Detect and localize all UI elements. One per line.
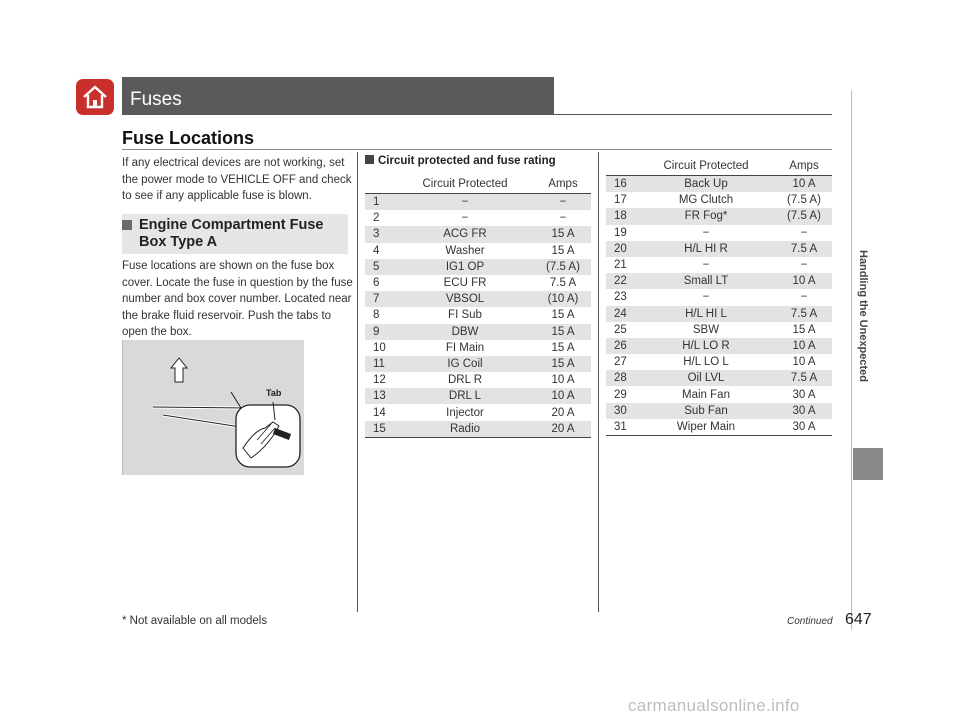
fuse-number-cell: 22 bbox=[606, 273, 636, 289]
fuse-number-cell: 12 bbox=[373, 374, 386, 387]
amps-cell: (7.5 A) bbox=[535, 259, 591, 275]
table-row bbox=[606, 370, 832, 386]
circuit-cell: FR Fog* bbox=[636, 208, 776, 224]
amps-cell: 15 A bbox=[535, 356, 591, 372]
circuit-cell: Sub Fan bbox=[636, 403, 776, 419]
fuse-number-cell: 24 bbox=[606, 306, 636, 322]
amps-cell: 30 A bbox=[792, 388, 816, 401]
fuse-number-cell: 19 bbox=[614, 226, 627, 239]
fuse-box-illustration bbox=[122, 340, 304, 475]
fuse-number-cell: 14 bbox=[373, 406, 386, 419]
amps-cell: 15 A bbox=[551, 341, 575, 354]
col-circuit-header: Circuit Protected bbox=[636, 157, 776, 176]
amps-cell: 7.5 A bbox=[776, 306, 832, 322]
circuit-cell: Injector bbox=[446, 406, 484, 419]
fuse-number-cell: 9 bbox=[365, 324, 395, 340]
circuit-cell: Main Fan bbox=[682, 388, 730, 401]
fuse-number-cell: 4 bbox=[373, 244, 380, 257]
subheading bbox=[139, 217, 324, 251]
fuse-number-cell: 8 bbox=[373, 309, 380, 322]
subheading-line1: Engine Compartment Fuse bbox=[139, 217, 324, 233]
amps-cell: 20 A bbox=[551, 406, 575, 419]
table-row bbox=[606, 354, 832, 370]
table-row bbox=[606, 241, 832, 257]
col-num-header bbox=[606, 157, 636, 176]
table-row bbox=[606, 225, 832, 241]
col-amps-header: Amps bbox=[535, 175, 591, 194]
table-row bbox=[365, 340, 591, 356]
square-bullet-icon bbox=[122, 220, 132, 230]
intro-paragraph: If any electrical devices are not working, set the power mode to VEHICLE OFF and check to see if any applicable fuse is blown. bbox=[122, 157, 352, 202]
title-bar bbox=[122, 77, 554, 114]
amps-cell: 7.5 A bbox=[776, 241, 832, 257]
side-divider bbox=[851, 90, 852, 630]
table-row bbox=[606, 419, 832, 436]
amps-cell: 7.5 A bbox=[776, 370, 832, 386]
tab-label: Tab bbox=[266, 388, 282, 398]
circuit-cell: IG1 OP bbox=[395, 259, 535, 275]
circuit-cell: − bbox=[395, 194, 535, 211]
amps-cell: 10 A bbox=[551, 374, 575, 387]
fuse-number-cell: 3 bbox=[365, 226, 395, 242]
amps-cell: 7.5 A bbox=[549, 277, 577, 290]
circuit-cell: − bbox=[702, 259, 710, 272]
fuse-number-cell: 11 bbox=[365, 356, 395, 372]
fuse-number-cell: 7 bbox=[365, 291, 395, 307]
table-row bbox=[365, 243, 591, 259]
table-row bbox=[606, 338, 832, 354]
circuit-cell: H/L HI R bbox=[636, 241, 776, 257]
fuse-number-cell: 17 bbox=[614, 194, 627, 207]
circuit-cell: H/L LO L bbox=[683, 356, 729, 369]
amps-cell: − bbox=[800, 226, 808, 239]
circuit-cell: ECU FR bbox=[443, 277, 487, 290]
fuse-number-cell: 1 bbox=[365, 194, 395, 211]
circuit-cell: − bbox=[461, 212, 469, 225]
amps-cell: − bbox=[559, 212, 567, 225]
circuit-cell: Back Up bbox=[636, 176, 776, 193]
amps-cell: 10 A bbox=[792, 356, 816, 369]
description-paragraph: Fuse locations are shown on the fuse box cover. Locate the fuse in question by the fuse number and box cover number. Located near the brake fluid reservoir. Push the tabs to open the box. bbox=[122, 260, 353, 338]
circuit-cell: Radio bbox=[395, 421, 535, 438]
fuse-number-cell: 29 bbox=[614, 388, 627, 401]
circuit-cell: DRL R bbox=[447, 374, 483, 387]
amps-cell: 15 A bbox=[535, 324, 591, 340]
page-title: Fuses bbox=[130, 89, 182, 110]
circuit-cell: Washer bbox=[445, 244, 485, 257]
circuit-cell: DRL L bbox=[395, 388, 535, 404]
col-num-header bbox=[365, 175, 395, 194]
subheading-box bbox=[122, 214, 348, 254]
table-row bbox=[606, 176, 832, 193]
fuse-number-cell: 23 bbox=[614, 291, 627, 304]
fuse-number-cell: 21 bbox=[614, 259, 627, 272]
table-row bbox=[606, 306, 832, 322]
column-divider bbox=[357, 152, 358, 612]
fuse-number-cell: 16 bbox=[606, 176, 636, 193]
fuse-number-cell: 28 bbox=[606, 370, 636, 386]
circuit-cell: DBW bbox=[395, 324, 535, 340]
fuse-number-cell: 30 bbox=[606, 403, 636, 419]
amps-cell: 10 A bbox=[535, 388, 591, 404]
continued-label: Continued bbox=[787, 616, 833, 627]
table-row bbox=[365, 259, 591, 275]
table-heading bbox=[365, 155, 556, 167]
fuse-number-cell: 18 bbox=[606, 208, 636, 224]
circuit-cell: SBW bbox=[692, 323, 720, 336]
table-row bbox=[365, 356, 591, 372]
table-row bbox=[365, 388, 591, 404]
table-row bbox=[606, 192, 832, 208]
amps-cell: 20 A bbox=[535, 421, 591, 438]
table-row bbox=[365, 372, 591, 388]
amps-cell: (10 A) bbox=[535, 291, 591, 307]
fuse-number-cell: 2 bbox=[373, 212, 380, 225]
table-row bbox=[606, 386, 832, 402]
fuse-table-1 bbox=[365, 175, 591, 438]
circuit-cell: ACG FR bbox=[395, 226, 535, 242]
watermark: carmanualsonline.info bbox=[628, 696, 800, 715]
home-icon bbox=[81, 83, 109, 111]
chapter-tab-marker[interactable] bbox=[853, 448, 883, 480]
amps-cell: 30 A bbox=[776, 403, 832, 419]
table-row bbox=[606, 322, 832, 338]
fuse-number-cell: 13 bbox=[365, 388, 395, 404]
amps-cell: − bbox=[800, 259, 808, 272]
table-row bbox=[365, 210, 591, 226]
page-number: 647 bbox=[845, 611, 872, 628]
amps-cell: − bbox=[800, 291, 808, 304]
amps-cell: 30 A bbox=[776, 419, 832, 436]
amps-cell: (7.5 A) bbox=[787, 194, 821, 207]
table-row bbox=[606, 273, 832, 289]
chapter-tab-label: Handling the Unexpected bbox=[857, 250, 869, 383]
amps-cell: 15 A bbox=[551, 244, 575, 257]
table-row bbox=[365, 291, 591, 307]
fuse-number-cell: 20 bbox=[606, 241, 636, 257]
table-row bbox=[365, 226, 591, 242]
amps-cell: 10 A bbox=[776, 176, 832, 193]
col-amps-header: Amps bbox=[776, 157, 832, 176]
footnote: * Not available on all models bbox=[122, 615, 268, 627]
title-divider bbox=[122, 114, 832, 115]
table-row bbox=[365, 307, 591, 323]
fuse-number-cell: 31 bbox=[606, 419, 636, 436]
table-row bbox=[606, 208, 832, 224]
circuit-cell: IG Coil bbox=[395, 356, 535, 372]
table-heading-text: Circuit protected and fuse rating bbox=[378, 155, 556, 167]
table-row bbox=[365, 275, 591, 291]
square-bullet-icon bbox=[365, 155, 374, 164]
table-row bbox=[365, 324, 591, 340]
table-row bbox=[606, 289, 832, 305]
fuse-number-cell: 15 bbox=[365, 421, 395, 438]
table-header-row bbox=[365, 175, 591, 194]
table-row bbox=[606, 257, 832, 273]
circuit-cell: H/L HI L bbox=[636, 306, 776, 322]
fuse-number-cell: 26 bbox=[606, 338, 636, 354]
amps-cell: 15 A bbox=[792, 323, 816, 336]
circuit-cell: − bbox=[702, 226, 710, 239]
col-circuit-header: Circuit Protected bbox=[395, 175, 535, 194]
column-divider bbox=[598, 152, 599, 612]
circuit-cell: − bbox=[702, 291, 710, 304]
fuse-number-cell: 10 bbox=[373, 341, 386, 354]
fuse-number-cell: 27 bbox=[614, 356, 627, 369]
circuit-cell: MG Clutch bbox=[678, 194, 734, 207]
circuit-cell: FI Main bbox=[445, 341, 485, 354]
amps-cell: 10 A bbox=[776, 338, 832, 354]
circuit-cell: Oil LVL bbox=[636, 370, 776, 386]
amps-cell: (7.5 A) bbox=[776, 208, 832, 224]
circuit-cell: FI Sub bbox=[448, 309, 482, 322]
fuse-number-cell: 25 bbox=[614, 323, 627, 336]
home-button[interactable] bbox=[76, 79, 114, 115]
fuse-number-cell: 5 bbox=[365, 259, 395, 275]
circuit-cell: VBSOL bbox=[395, 291, 535, 307]
table-header-row bbox=[606, 157, 832, 176]
amps-cell: − bbox=[535, 194, 591, 211]
table-row bbox=[606, 403, 832, 419]
fuse-number-cell: 6 bbox=[373, 277, 380, 290]
fuse-table-2 bbox=[606, 157, 832, 436]
table-row bbox=[365, 421, 591, 438]
amps-cell: 10 A bbox=[776, 273, 832, 289]
section-divider bbox=[122, 149, 832, 150]
table-row bbox=[365, 194, 591, 211]
circuit-cell: H/L LO R bbox=[636, 338, 776, 354]
subheading-line2: Box Type A bbox=[139, 234, 218, 250]
amps-cell: 15 A bbox=[535, 226, 591, 242]
amps-cell: 15 A bbox=[551, 309, 575, 322]
circuit-cell: Small LT bbox=[636, 273, 776, 289]
table-row bbox=[365, 404, 591, 420]
section-title: Fuse Locations bbox=[122, 128, 255, 148]
circuit-cell: Wiper Main bbox=[636, 419, 776, 436]
